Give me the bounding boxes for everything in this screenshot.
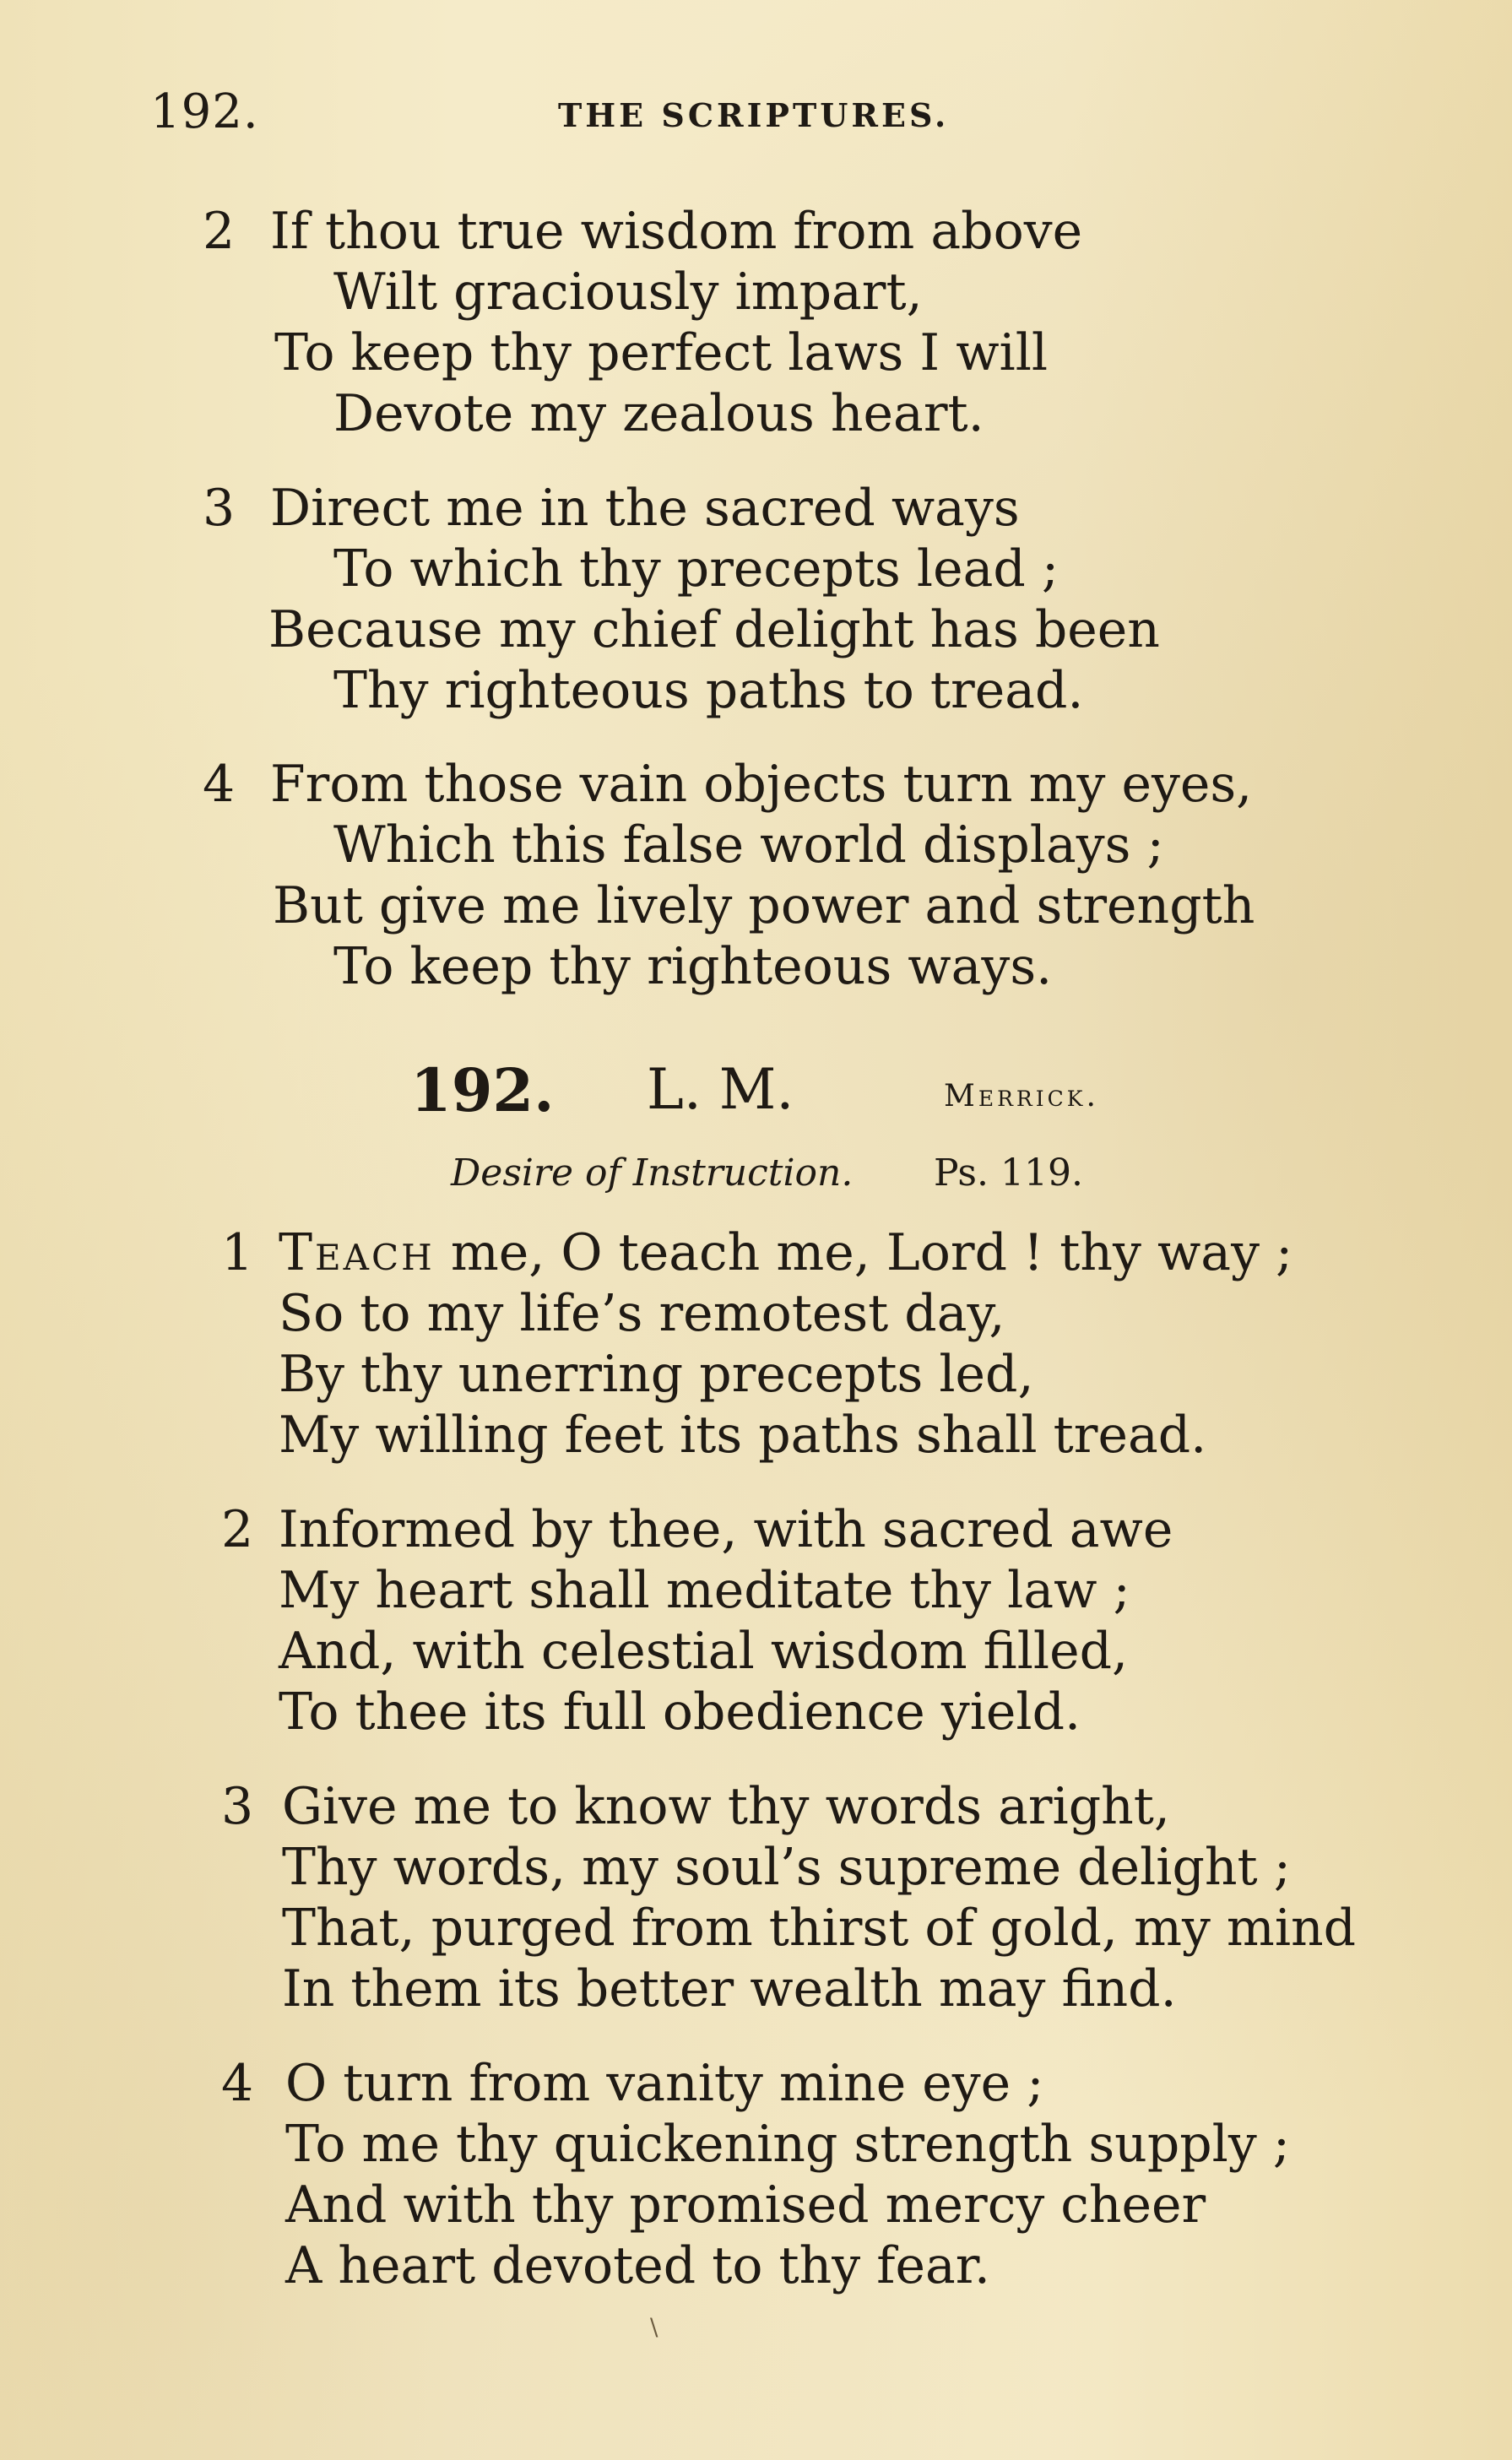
stanza-number: 2 xyxy=(203,202,236,261)
verse-line: Because my chief delight has been xyxy=(268,600,1160,659)
hymn-number: 192. xyxy=(410,1055,555,1125)
verse-line: To which thy precepts lead ; xyxy=(333,539,1059,599)
print-speck: \ xyxy=(650,2313,658,2341)
verse-line: And, with celestial wisdom filled, xyxy=(279,1622,1129,1681)
verse-line: To me thy quickening strength supply ; xyxy=(285,2115,1291,2174)
verse-line: Devote my zealous heart. xyxy=(333,384,984,443)
verse-line: But give me lively power and strength xyxy=(273,876,1255,935)
verse-line-rest: me, O teach me, Lord ! thy way ; xyxy=(434,1223,1293,1282)
stanza-number: 2 xyxy=(221,1500,254,1559)
verse-line: If thou true wisdom from above xyxy=(270,202,1083,261)
stanza-number: 4 xyxy=(203,755,236,814)
page-header xyxy=(150,84,1332,152)
hymn-subtitle: Desire of Instruction. xyxy=(451,1151,854,1195)
stanza-number: 1 xyxy=(221,1223,254,1282)
stanza-number: 3 xyxy=(203,479,236,538)
verse-line: My heart shall meditate thy law ; xyxy=(279,1561,1130,1620)
verse-line: To keep thy righteous ways. xyxy=(333,937,1053,996)
first-word-small-caps: Teach xyxy=(279,1223,435,1282)
verse-line: And with thy promised mercy cheer xyxy=(285,2176,1206,2235)
verse-line: Give me to know thy words aright, xyxy=(282,1777,1170,1836)
verse-line: Thy words, my soul’s supreme delight ; xyxy=(282,1838,1291,1897)
page-number: 192. xyxy=(150,84,259,139)
verse-line: Informed by thee, with sacred awe xyxy=(279,1500,1173,1559)
verse-line: That, purged from thirst of gold, my mind xyxy=(282,1899,1357,1958)
verse-line: Wilt graciously impart, xyxy=(333,263,923,322)
running-title: THE SCRIPTURES. xyxy=(558,96,950,134)
verse-line: A heart devoted to thy fear. xyxy=(285,2236,990,2295)
verse-line: Thy righteous paths to tread. xyxy=(333,661,1084,720)
hymn-author: Merrick. xyxy=(944,1079,1099,1114)
stanza-number: 3 xyxy=(221,1777,254,1836)
verse-line: Direct me in the sacred ways xyxy=(270,479,1020,538)
verse-line: By thy unerring precepts led, xyxy=(279,1345,1034,1404)
verse-line: My willing feet its paths shall tread. xyxy=(279,1406,1207,1465)
verse-line: Which this false world displays ; xyxy=(333,815,1164,875)
verse-line: O turn from vanity mine eye ; xyxy=(285,2054,1044,2113)
hymn-meter: L. M. xyxy=(647,1057,794,1122)
hymn-subtitle-row xyxy=(451,1151,1211,1202)
verse-line: From those vain objects turn my eyes, xyxy=(270,755,1253,814)
verse-line: To thee its full obedience yield. xyxy=(279,1682,1081,1742)
stanza-number: 4 xyxy=(221,2054,254,2113)
verse-line: To keep thy perfect laws I will xyxy=(274,323,1049,382)
verse-line xyxy=(279,1222,1293,1283)
psalm-reference: Ps. 119. xyxy=(934,1151,1083,1195)
verse-line: In them its better wealth may find. xyxy=(282,1959,1177,2018)
verse-line: So to my life’s remotest day, xyxy=(279,1284,1005,1343)
hymn-heading xyxy=(410,1055,1255,1123)
